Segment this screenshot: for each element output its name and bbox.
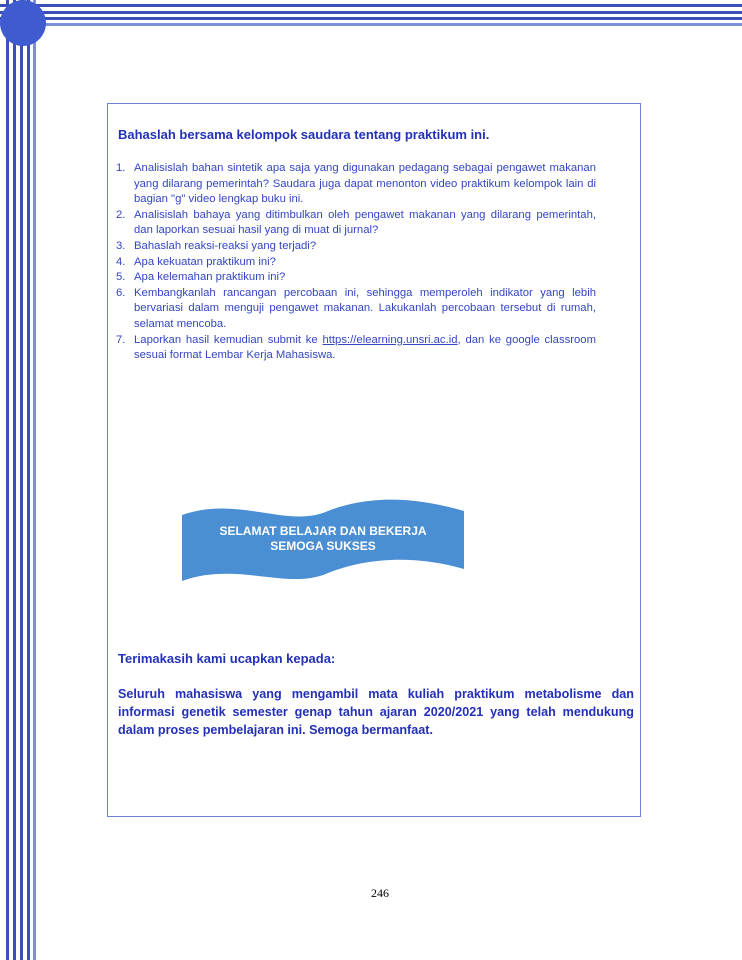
item-text: Analisislah bahan sintetik apa saja yang digunakan pedagang sebagai pengawet makanan yang dilarang pemerintah? Saudara juga dapat menonton video praktikum kelompok lain di bagian "g" video lengkap buku ini. <box>134 162 596 206</box>
frame-stripe <box>0 11 742 14</box>
item-number: 6. <box>116 286 126 299</box>
task-list <box>116 161 596 364</box>
item-text: Analisislah bahaya yang ditimbulkan oleh pengawet makanan yang dilarang pemerintah, dan laporkan sesuai hasil yang di muat di jurnal? <box>134 208 596 237</box>
thanks-heading: Terimakasih kami ucapkan kepada: <box>118 651 336 666</box>
closing-paragraph: Seluruh mahasiswa yang mengambil mata kuliah praktikum metabolisme dan informasi genetik semester genap tahun ajaran 2020/2021 yang telah mendukung dalam proses pembelajaran ini. Semoga bermanfaat. <box>118 687 634 737</box>
corner-circle-decoration <box>0 0 46 46</box>
list-item <box>116 333 596 364</box>
item-text: Apa kekuatan praktikum ini? <box>134 255 276 268</box>
frame-stripe <box>0 17 742 20</box>
item-text: Kembangkanlah rancangan percobaan ini, sehingga memperoleh indikator yang lebih bervariasi dalam menguji pengawet makanan. Lakukanlah percobaan tersebut di rumah, selamat mencoba. <box>134 286 596 330</box>
item-number: 1. <box>116 162 126 174</box>
banner-line-1: SELAMAT BELAJAR DAN BEKERJA <box>219 524 427 538</box>
page-number: 246 <box>371 886 389 900</box>
discussion-heading: Bahaslah bersama kelompok saudara tentang praktikum ini. <box>118 127 490 142</box>
frame-stripe <box>27 0 30 960</box>
motivation-banner <box>178 497 468 592</box>
list-item <box>116 239 596 255</box>
frame-stripe <box>33 0 36 960</box>
elearning-link[interactable]: https://elearning.unsri.ac.id <box>322 333 458 346</box>
item-number: 7. <box>116 333 126 346</box>
item-number: 3. <box>116 239 126 252</box>
list-item <box>116 286 596 333</box>
frame-stripe <box>13 0 16 960</box>
content-box <box>107 103 641 817</box>
frame-stripe <box>0 4 742 7</box>
list-item <box>116 208 596 239</box>
list-item <box>116 161 596 208</box>
item-text: Apa kelemahan praktikum ini? <box>134 271 286 284</box>
item-number: 2. <box>116 208 126 221</box>
banner-line-2: SEMOGA SUKSES <box>270 539 376 553</box>
item-text-after-link: , dan ke google classroom sesuai format Lembar Kerja Mahasiswa. <box>134 333 596 362</box>
item-number: 4. <box>116 255 126 268</box>
item-text: Bahaslah reaksi-reaksi yang terjadi? <box>134 239 317 252</box>
list-item <box>116 270 596 286</box>
frame-stripe <box>6 0 9 960</box>
frame-stripe <box>20 0 23 960</box>
item-number: 5. <box>116 271 126 284</box>
frame-stripe <box>0 23 742 26</box>
list-item <box>116 255 596 271</box>
item-text-before-link: Laporkan hasil kemudian submit ke <box>134 333 323 346</box>
banner-text <box>188 524 458 554</box>
